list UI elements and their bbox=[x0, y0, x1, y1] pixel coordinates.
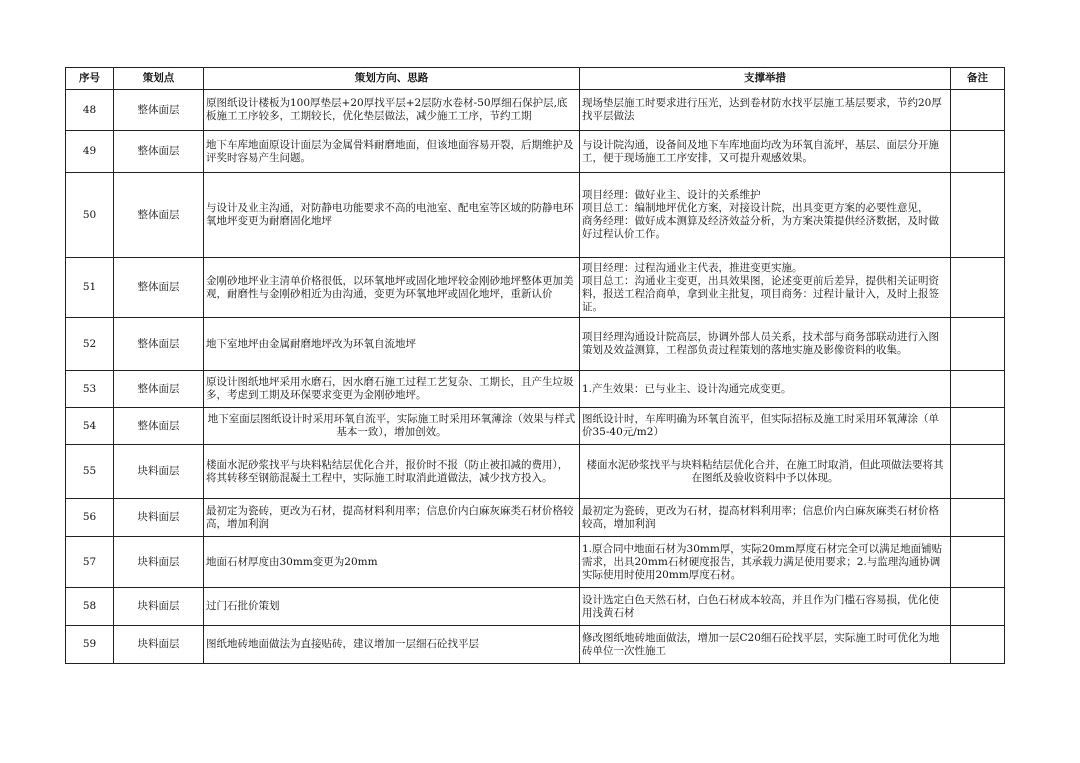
header-row bbox=[66, 68, 1005, 90]
table-row bbox=[66, 258, 1005, 318]
table-row bbox=[66, 537, 1005, 588]
row-direction: 地下车库地面原设计面层为金属骨料耐磨地面，但该地面容易开裂，后期维护及评奖时容易产生问题。 bbox=[204, 131, 580, 173]
table-row bbox=[66, 131, 1005, 173]
row-no: 54 bbox=[66, 408, 114, 445]
row-direction: 地面石材厚度由30mm变更为20mm bbox=[204, 537, 580, 588]
row-no: 59 bbox=[66, 626, 114, 664]
table-row bbox=[66, 626, 1005, 664]
row-measures: 设计选定白色天然石材，白色石材成本较高，并且作为门槛石容易损，优化使用浅黄石材 bbox=[580, 588, 951, 626]
row-point: 块料面层 bbox=[114, 588, 204, 626]
row-point: 整体面层 bbox=[114, 318, 204, 371]
row-measures: 图纸设计时，车库明确为环氧自流平，但实际招标及施工时采用环氧薄涂（单价35-40元/m2） bbox=[580, 408, 951, 445]
row-remark bbox=[951, 408, 1005, 445]
row-measures: 现场垫层施工时要求进行压光，达到卷材防水找平层施工基层要求，节约20厚找平层做法 bbox=[580, 90, 951, 131]
row-point: 整体面层 bbox=[114, 131, 204, 173]
header-measures: 支撑举措 bbox=[580, 68, 951, 90]
row-point: 整体面层 bbox=[114, 258, 204, 318]
header-remark: 备注 bbox=[951, 68, 1005, 90]
table-row bbox=[66, 173, 1005, 258]
row-no: 50 bbox=[66, 173, 114, 258]
row-remark bbox=[951, 499, 1005, 537]
table-row bbox=[66, 588, 1005, 626]
header-direction: 策划方向、思路 bbox=[204, 68, 580, 90]
row-no: 58 bbox=[66, 588, 114, 626]
row-remark bbox=[951, 626, 1005, 664]
row-remark bbox=[951, 131, 1005, 173]
row-measures: 最初定为瓷砖，更改为石材，提高材料利用率；信息价内白麻灰麻类石材价格较高，增加利润 bbox=[580, 499, 951, 537]
row-direction: 楼面水泥砂浆找平与块料粘结层优化合并，报价时不报（防止被扣减的费用），将其转移至钢筋混凝土工程中，实际施工时取消此道做法，减少找方投入。 bbox=[204, 445, 580, 499]
row-remark bbox=[951, 173, 1005, 258]
table-row bbox=[66, 499, 1005, 537]
row-measures: 项目经理沟通设计院高层，协调外部人员关系，技术部与商务部联动进行入图策划及效益测算，工程部负责过程策划的落地实施及影像资料的收集。 bbox=[580, 318, 951, 371]
row-no: 57 bbox=[66, 537, 114, 588]
row-direction: 原设计图纸地坪采用水磨石，因水磨石施工过程工艺复杂、工期长，且产生垃圾多，考虑到工期及环保要求变更为金刚砂地坪。 bbox=[204, 371, 580, 408]
row-direction: 与设计及业主沟通，对防静电功能要求不高的电池室、配电室等区域的防静电环氧地坪变更为耐磨固化地坪 bbox=[204, 173, 580, 258]
row-point: 整体面层 bbox=[114, 408, 204, 445]
row-no: 53 bbox=[66, 371, 114, 408]
row-remark bbox=[951, 537, 1005, 588]
row-measures: 项目经理：过程沟通业主代表，推进变更实施。 项目总工：沟通业主变更，出具效果图，论述变更前后差异，提供相关证明资料，报送工程洽商单，拿到业主批复，项目商务：过程计量计入，及时上报签证。 bbox=[580, 258, 951, 318]
row-direction: 图纸地砖地面做法为直接贴砖，建议增加一层细石砼找平层 bbox=[204, 626, 580, 664]
row-remark bbox=[951, 258, 1005, 318]
row-measures: 与设计院沟通，设备间及地下车库地面均改为环氧自流坪，基层、面层分开施工，便于现场施工工序安排，又可提升观感效果。 bbox=[580, 131, 951, 173]
header-point: 策划点 bbox=[114, 68, 204, 90]
row-direction: 过门石批价策划 bbox=[204, 588, 580, 626]
row-no: 51 bbox=[66, 258, 114, 318]
row-measures: 1.原合同中地面石材为30mm厚，实际20mm厚度石材完全可以满足地面铺贴需求，出具20mm石材硬度报告，其承载力满足使用要求；2.与监理沟通协调实际使用时使用20mm厚度石材。 bbox=[580, 537, 951, 588]
row-no: 56 bbox=[66, 499, 114, 537]
table-row bbox=[66, 318, 1005, 371]
table-row bbox=[66, 408, 1005, 445]
row-direction: 地下室地坪由金属耐磨地坪改为环氧自流地坪 bbox=[204, 318, 580, 371]
row-direction: 金刚砂地坪业主清单价格很低，以环氧地坪或固化地坪较金刚砂地坪整体更加美观，耐磨性与金刚砂相近为由沟通，变更为环氧地坪或固化地坪，重新认价 bbox=[204, 258, 580, 318]
row-no: 49 bbox=[66, 131, 114, 173]
table-row bbox=[66, 445, 1005, 499]
row-point: 块料面层 bbox=[114, 445, 204, 499]
row-point: 块料面层 bbox=[114, 537, 204, 588]
row-point: 块料面层 bbox=[114, 626, 204, 664]
row-point: 整体面层 bbox=[114, 173, 204, 258]
row-remark bbox=[951, 445, 1005, 499]
row-measures: 楼面水泥砂浆找平与块料粘结层优化合并，在施工时取消，但此项做法要将其在图纸及验收资料中予以体现。 bbox=[580, 445, 951, 499]
row-no: 48 bbox=[66, 90, 114, 131]
strategy-table bbox=[65, 67, 1005, 664]
table-row bbox=[66, 371, 1005, 408]
row-direction: 原图纸设计楼板为100厚垫层+20厚找平层+2层防水卷材-50厚细石保护层,底板施工工序较多，工期较长，优化垫层做法，减少施工工序，节约工期 bbox=[204, 90, 580, 131]
row-point: 整体面层 bbox=[114, 371, 204, 408]
row-measures: 项目经理：做好业主、设计的关系维护 项目总工：编制地坪优化方案，对接设计院，出具变更方案的必要性意见， 商务经理：做好成本测算及经济效益分析，为方案决策提供经济数据，及时做好过程认价工作。 bbox=[580, 173, 951, 258]
table-row bbox=[66, 90, 1005, 131]
row-measures: 1.产生效果：已与业主、设计沟通完成变更。 bbox=[580, 371, 951, 408]
row-direction: 地下室面层图纸设计时采用环氧自流平，实际施工时采用环氧薄涂（效果与样式基本一致），增加创效。 bbox=[204, 408, 580, 445]
row-point: 整体面层 bbox=[114, 90, 204, 131]
header-no: 序号 bbox=[66, 68, 114, 90]
row-no: 55 bbox=[66, 445, 114, 499]
row-point: 块料面层 bbox=[114, 499, 204, 537]
row-measures: 修改图纸地砖地面做法，增加一层C20细石砼找平层，实际施工时可优化为地砖单位一次性施工 bbox=[580, 626, 951, 664]
row-direction: 最初定为瓷砖，更改为石材，提高材料利用率；信息价内白麻灰麻类石材价格较高，增加利润 bbox=[204, 499, 580, 537]
row-remark bbox=[951, 318, 1005, 371]
row-no: 52 bbox=[66, 318, 114, 371]
row-remark bbox=[951, 90, 1005, 131]
row-remark bbox=[951, 588, 1005, 626]
row-remark bbox=[951, 371, 1005, 408]
